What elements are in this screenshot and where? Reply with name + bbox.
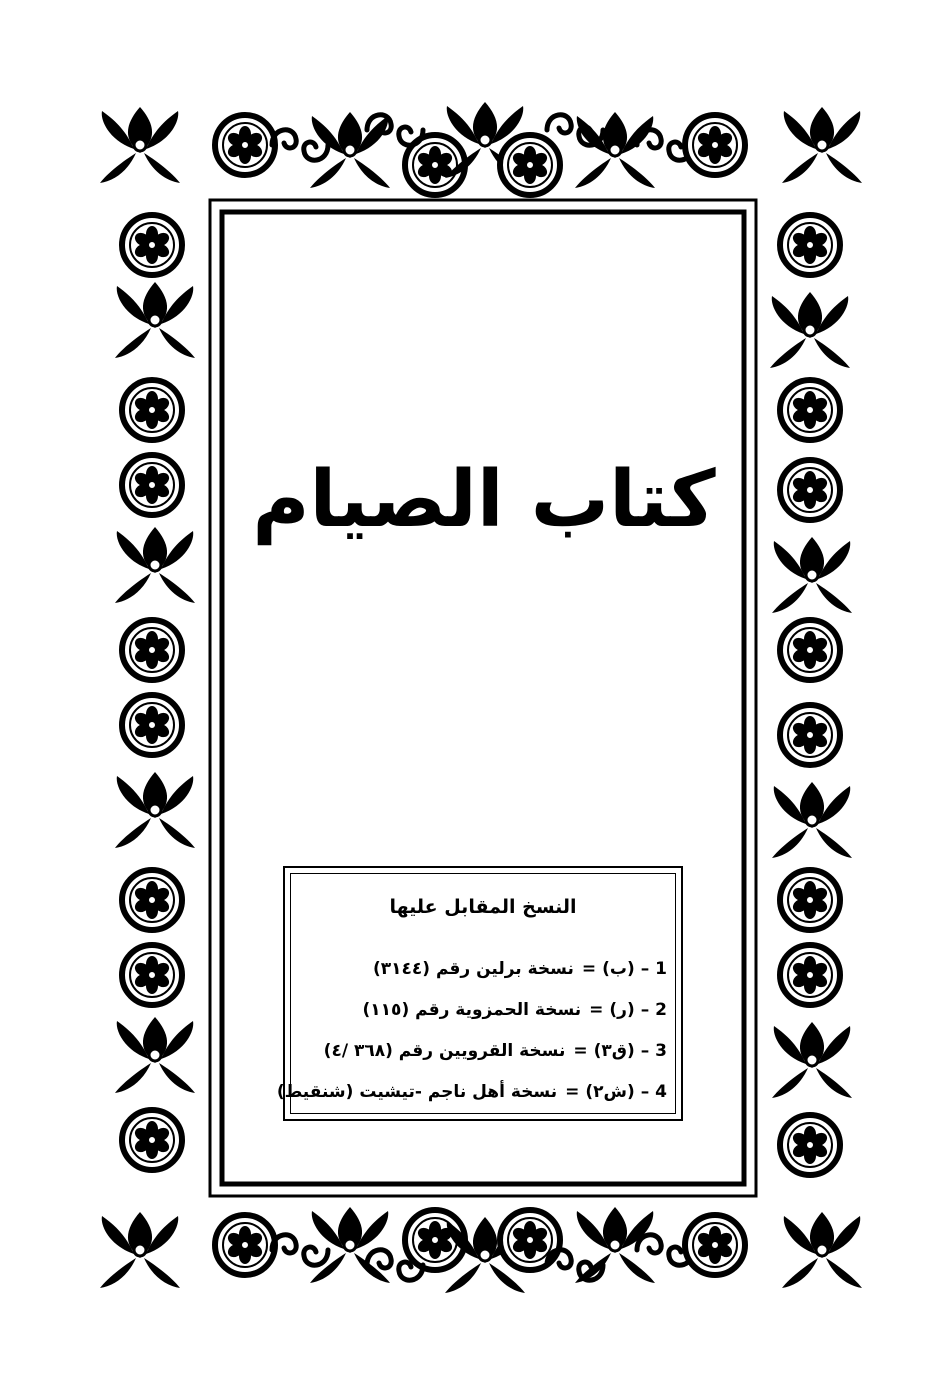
entry-equals: = xyxy=(581,958,597,979)
entry-equals: = xyxy=(565,1081,580,1102)
entry-description: نسخة برلين رقم (٣١٤٤) xyxy=(372,958,574,979)
manuscripts-box xyxy=(276,866,683,1121)
entry-description: نسخة أهل ناجم -تيشيت (شنقيط) xyxy=(276,1081,558,1102)
page-title: كتاب الصيام xyxy=(252,455,716,545)
entry-siglum: (ر) xyxy=(609,999,635,1020)
manuscript-entry xyxy=(299,1030,667,1071)
entry-number: 3 – xyxy=(640,1040,667,1061)
manuscript-entry xyxy=(299,948,667,989)
manuscripts-heading: النسخ المقابل عليها xyxy=(389,896,577,918)
entry-description: نسخة الحمزوية رقم (١١٥) xyxy=(362,999,582,1020)
manuscript-entry xyxy=(276,1071,667,1112)
manuscripts-list xyxy=(276,948,667,1112)
manuscript-entry xyxy=(299,989,667,1030)
entry-siglum: (ب) xyxy=(602,958,635,979)
entry-siglum: (ش٢) xyxy=(585,1081,635,1102)
entry-description: نسخة القرويين رقم (٣٦٨ /٤) xyxy=(323,1040,566,1061)
entry-siglum: (ق٣) xyxy=(593,1040,635,1061)
entry-number: 1 – xyxy=(640,958,667,979)
entry-equals: = xyxy=(573,1040,588,1061)
entry-number: 2 – xyxy=(640,999,667,1020)
entry-equals: = xyxy=(589,999,604,1020)
entry-number: 4 – xyxy=(640,1081,667,1102)
